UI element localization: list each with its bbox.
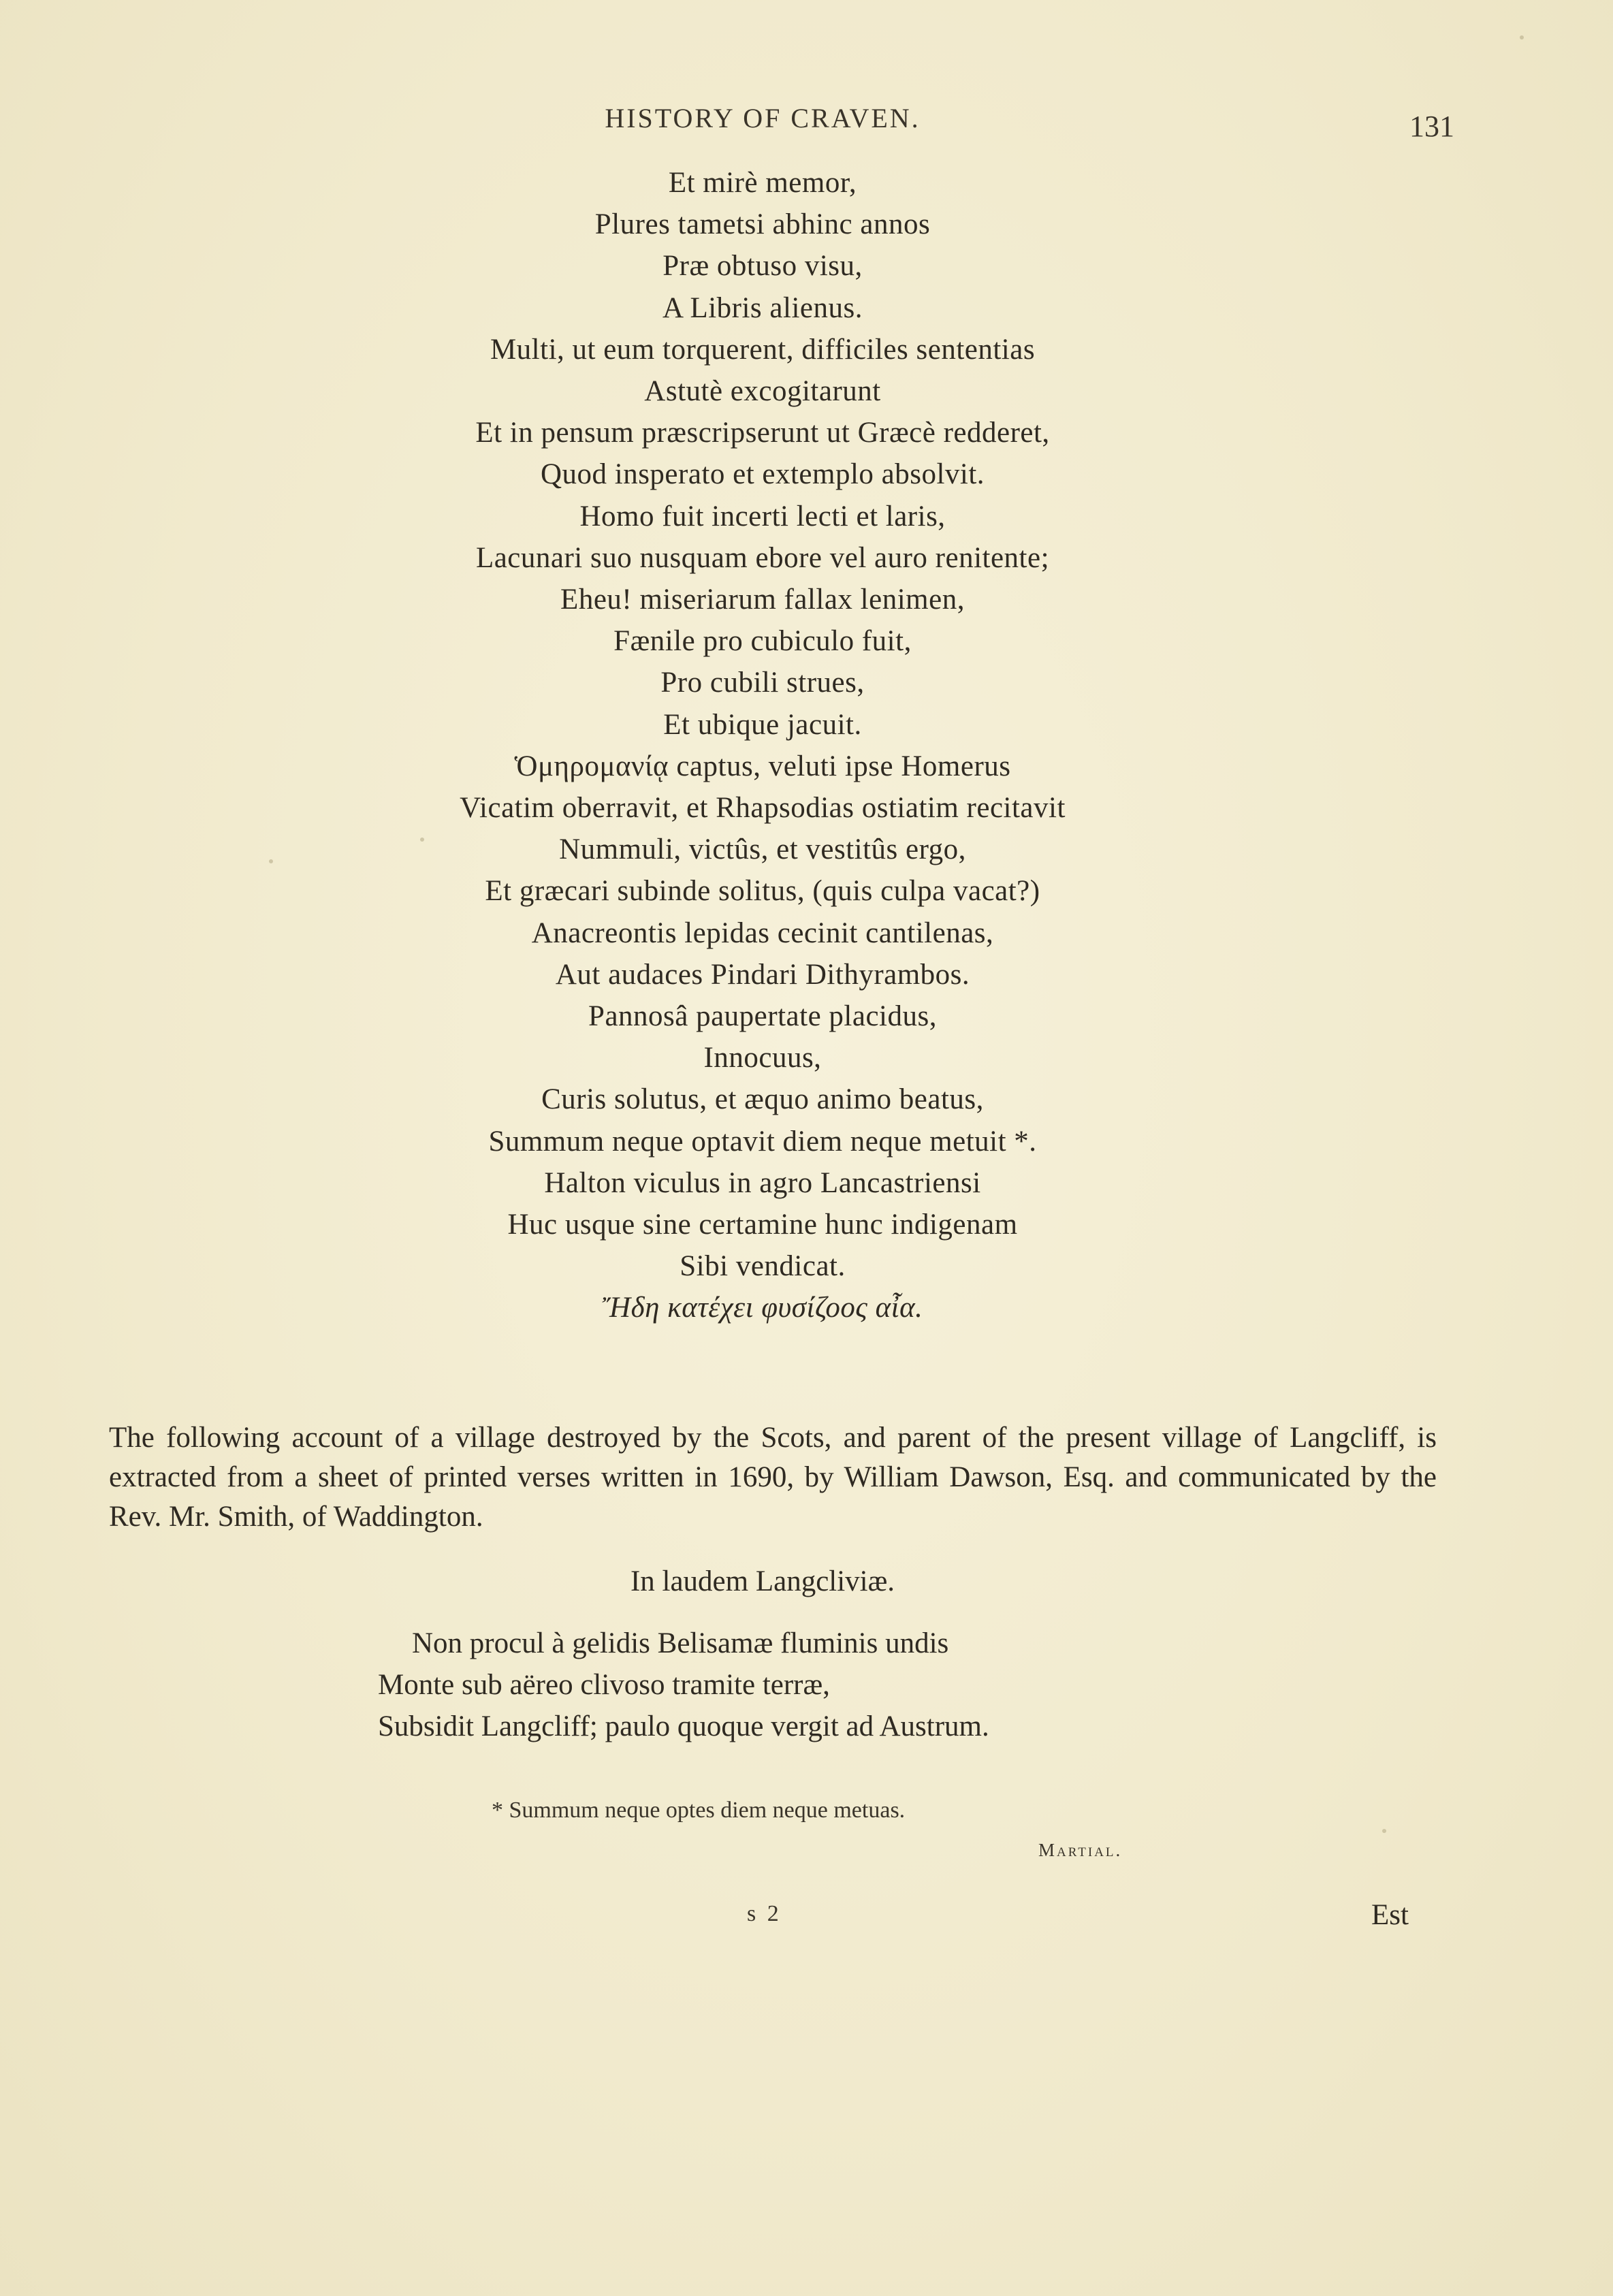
poem-line: Summum neque optavit diem neque metuit *.	[488, 1125, 1037, 1158]
poem-line: Eheu! miseriarum fallax lenimen,	[560, 584, 965, 616]
poem-line: Aut audaces Pindari Dithyrambos.	[555, 958, 970, 991]
poem-line: Homo fuit incerti lecti et laris,	[579, 500, 946, 532]
prose-paragraph: The following account of a village destroyed by the Scots, and parent of the present village of Langcliff, is extracted from a sheet of printed verses written in 1690, by William Dawson, Esq. and communicated by the Rev. Mr. Smith, of Waddington.	[109, 1422, 1437, 1533]
poem-line: A Libris alienus.	[662, 291, 863, 324]
poem-line: Anacreontis lepidas cecinit cantilenas,	[531, 916, 994, 949]
poem-line: Fænile pro cubiculo fuit,	[613, 625, 912, 658]
poem-line-greek: Ἤδη κατέχει φυσίζοος αἶα.	[602, 1292, 923, 1324]
poem-line: Quod insperato et extemplo absolvit.	[540, 458, 985, 491]
poem-line: Sibi vendicat.	[680, 1250, 846, 1283]
poem-line: Halton viculus in agro Lancastriensi	[544, 1166, 981, 1199]
paper-speck	[420, 838, 424, 842]
poem-line: Pannosâ paupertate placidus,	[588, 1000, 937, 1033]
verse-line: Monte sub aëreo clivoso tramite terræ,	[378, 1669, 830, 1701]
running-head: HISTORY OF CRAVEN.	[605, 103, 921, 133]
poem-line: Pro cubili strues,	[660, 667, 865, 699]
poem-line: Præ obtuso visu,	[662, 250, 863, 283]
verse-block	[378, 1623, 989, 1747]
footnote-attribution: Martial.	[1038, 1840, 1123, 1860]
paper-speck	[1520, 35, 1524, 39]
poem-line: Nummuli, victûs, et vestitûs ergo,	[559, 833, 966, 866]
latin-poem	[0, 162, 1525, 1329]
poem-line: Lacunari suo nusquam ebore vel auro renitente;	[475, 541, 1050, 574]
poem-line: Et mirè memor,	[668, 167, 857, 199]
verse-line: Subsidit Langcliff; paulo quoque vergit ad Austrum.	[378, 1710, 989, 1742]
poem-line: Et græcari subinde solitus, (quis culpa vacat?)	[485, 875, 1040, 908]
footnote: * Summum neque optes diem neque metuas.	[492, 1798, 906, 1823]
poem-line: Et ubique jacuit.	[663, 708, 862, 741]
page-number: 131	[1409, 110, 1454, 143]
catchword: Est	[1371, 1899, 1409, 1931]
poem-line: Vicatim oberravit, et Rhapsodias ostiatim recitavit	[460, 792, 1066, 825]
paper-speck	[269, 859, 273, 863]
poem-line: Astutè excogitarunt	[644, 375, 881, 408]
paper-speck	[1382, 1829, 1386, 1833]
poem-line: Innocuus,	[703, 1042, 822, 1074]
poem-line: Multi, ut eum torquerent, difficiles sententias	[490, 333, 1036, 366]
verse-title: In laudem Langcliviæ.	[630, 1565, 895, 1597]
poem-line: Plures tametsi abhinc annos	[594, 208, 931, 241]
signature-mark: s 2	[747, 1901, 782, 1926]
poem-line: Curis solutus, et æquo animo beatus,	[541, 1083, 984, 1116]
poem-line: Et in pensum præscripserunt ut Græcè redderet,	[475, 417, 1050, 449]
verse-line: Non procul à gelidis Belisamæ fluminis undis	[412, 1627, 949, 1659]
poem-line: Ὁμηρομανίᾳ captus, veluti ipse Homerus	[514, 750, 1011, 782]
poem-line: Huc usque sine certamine hunc indigenam	[507, 1209, 1018, 1241]
